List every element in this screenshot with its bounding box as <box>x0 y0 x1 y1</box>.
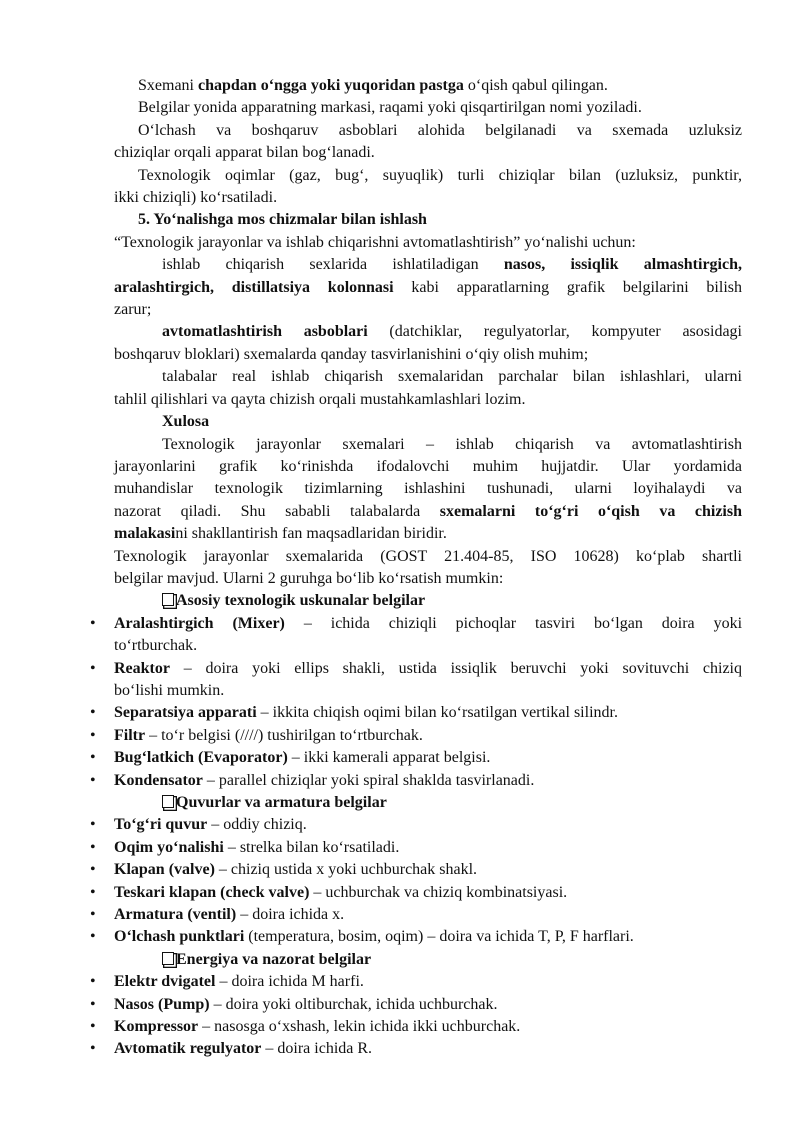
list-item-term: To‘g‘ri quvur <box>114 816 208 834</box>
section-5-item-c-line-2: tahlil qilishlari va qayta chizish orqali mustahkamlashlari lozim. <box>114 390 526 408</box>
list-item-term: Reaktor <box>114 659 170 677</box>
section-5-item-a-line-2: aralashtirgich, distillatsiya kolonnasi kabi apparatlarning grafik belgilarini bilish <box>114 278 742 296</box>
bullet-icon: • <box>90 771 96 789</box>
list-item-term: Oqim yo‘nalishi <box>114 838 224 856</box>
bullet-icon: • <box>90 659 96 677</box>
list-item-continuation: bo‘lishi mumkin. <box>114 681 225 699</box>
bullet-icon: • <box>90 906 96 924</box>
list-item-term: O‘lchash punktlari <box>114 928 245 946</box>
list-item-description: – doira ichida x. <box>236 906 345 924</box>
list-item <box>90 814 742 836</box>
intro-paragraph-3-line-2: chiziqlar orqali apparat bilan bog‘lanadi. <box>114 144 375 162</box>
conclusion-line-1: Texnologik jarayonlar sxemalari – ishlab chiqarish va avtomatlashtirish <box>162 435 742 453</box>
intro-paragraph-4-line-2: ikki chiziqli) ko‘rsatiladi. <box>114 189 278 207</box>
intro-paragraph-1: Sxemani chapdan o‘ngga yoki yuqoridan pastga o‘qish qabul qilingan. <box>138 77 608 94</box>
list-item-description: (temperatura, bosim, oqim) – doira va ichida T, P, F harflari. <box>244 928 634 946</box>
bullet-icon: • <box>90 861 96 879</box>
list-item <box>90 994 742 1016</box>
section-5-item-a-line-1: ishlab chiqarish sexlarida ishlatiladigan nasos, issiqlik almashtirgich, <box>162 256 742 274</box>
list-item-term: Kondensator <box>114 771 203 789</box>
list-item-term: Nasos (Pump) <box>114 995 210 1013</box>
list-item-term: Aralashtirgich (Mixer) <box>114 614 285 632</box>
bullet-icon: • <box>90 749 96 767</box>
document-page <box>90 75 743 1061</box>
list-item-description: – parallel chiziqlar yoki spiral shaklda tasvirlanadi. <box>202 771 535 789</box>
list-item-description: – ichida chiziqli pichoqlar tasviri bo‘lgan doira yoki <box>284 614 743 632</box>
bullet-icon: • <box>90 1018 96 1036</box>
list-item-term: Armatura (ventil) <box>114 906 237 924</box>
list-item-description: – oddiy chiziq. <box>207 816 307 834</box>
bullet-icon: • <box>90 838 96 856</box>
conclusion-heading: Xulosa <box>162 413 210 431</box>
section-5-item-a-line-3: zarur; <box>114 301 152 319</box>
bullet-icon: • <box>90 704 96 722</box>
list-item-term: Avtomatik regulyator <box>114 1040 262 1058</box>
conclusion-line-7: belgilar mavjud. Ularni 2 guruhga bo‘lib ko‘rsatish mumkin: <box>114 569 504 587</box>
list-item-description: – strelka bilan ko‘rsatiladi. <box>223 838 400 856</box>
group-3-list <box>90 971 742 1061</box>
bullet-icon: • <box>90 973 96 991</box>
conclusion-line-5: malakasini shakllantirish fan maqsadlaridan biridir. <box>114 525 447 543</box>
bullet-icon: • <box>90 1040 96 1058</box>
list-item <box>90 725 742 747</box>
bullet-icon: • <box>90 883 96 901</box>
group-2-heading: Quvurlar va armatura belgilar <box>114 792 742 814</box>
list-item-continuation: to‘rtburchak. <box>114 637 198 655</box>
list-item-term: Separatsiya apparati <box>114 704 257 722</box>
group-3-heading: Energiya va nazorat belgilar <box>114 949 742 971</box>
list-item-description: – doira yoki ellips shakli, ustida issiqlik beruvchi yoki sovituvchi chiziq <box>169 659 742 677</box>
intro-paragraph-2: Belgilar yonida apparatning markasi, raqami yoki qisqartirilgan nomi yoziladi. <box>138 99 642 117</box>
checkbox-bullet-icon <box>162 593 174 606</box>
list-item-description: – chiziq ustida x yoki uchburchak shakl. <box>214 861 478 879</box>
list-item <box>90 1038 742 1060</box>
intro-paragraph-4-line-1: Texnologik oqimlar (gaz, bug‘, suyuqlik) turli chiziqlar bilan (uzluksiz, punktir, <box>138 166 742 184</box>
list-item-description: – doira ichida R. <box>261 1040 373 1058</box>
conclusion-line-2: jarayonlarini grafik ko‘rinishda ifodalovchi muhim hujjatdir. Ular yordamida <box>114 457 742 475</box>
bullet-icon: • <box>90 816 96 834</box>
list-item-description: – to‘r belgisi (////) tushirilgan to‘rtburchak. <box>145 726 423 744</box>
bullet-icon: • <box>90 614 96 632</box>
list-item-term: Klapan (valve) <box>114 861 215 879</box>
section-5-lead: “Texnologik jarayonlar va ishlab chiqarishni avtomatlashtirish” yo‘nalishi uchun: <box>114 233 636 251</box>
list-item-term: Kompressor <box>114 1018 199 1036</box>
section-5-item-b-line-2: boshqaruv bloklari) sxemalarda qanday tasvirlanishini o‘qiy olish muhim; <box>114 345 589 363</box>
checkbox-bullet-icon <box>162 952 174 965</box>
list-item <box>90 926 742 948</box>
list-item <box>90 859 742 881</box>
list-item-term: Teskari klapan (check valve) <box>114 883 310 901</box>
section-5-heading: 5. Yo‘nalishga mos chizmalar bilan ishlash <box>138 211 427 229</box>
list-item <box>90 658 742 703</box>
list-item <box>90 971 742 993</box>
list-item-description: – uchburchak va chiziq kombinatsiyasi. <box>309 883 568 901</box>
conclusion-line-6: Texnologik jarayonlar sxemalarida (GOST 21.404-85, ISO 10628) ko‘plab shartli <box>114 547 742 565</box>
list-item-description: – ikkita chiqish oqimi bilan ko‘rsatilgan vertikal silindr. <box>256 704 618 722</box>
section-5-item-c-line-1: talabalar real ishlab chiqarish sxemalaridan parchalar bilan ishlashlari, ularni <box>162 368 742 386</box>
checkbox-bullet-icon <box>162 795 174 808</box>
list-item <box>90 837 742 859</box>
group-1-list <box>90 613 743 792</box>
list-item-term: Filtr <box>114 726 146 744</box>
bullet-icon: • <box>90 995 96 1013</box>
list-item-description: – nasosga o‘xshash, lekin ichida ikki uchburchak. <box>198 1018 521 1036</box>
list-item <box>90 770 742 792</box>
list-item-description: – ikki kamerali apparat belgisi. <box>287 749 491 767</box>
list-item-term: Elektr dvigatel <box>114 973 216 991</box>
list-item <box>90 613 743 658</box>
bullet-icon: • <box>90 726 96 744</box>
list-item-term: Bug‘latkich (Evaporator) <box>114 749 288 767</box>
conclusion-line-4: nazorat qiladi. Shu sababli talabalarda sxemalarni to‘g‘ri o‘qish va chizish <box>114 502 743 520</box>
intro-paragraph-3-line-1: O‘lchash va boshqaruv asboblari alohida belgilanadi va sxemada uzluksiz <box>138 121 742 139</box>
bullet-icon: • <box>90 928 96 946</box>
section-5-item-b-line-1: avtomatlashtirish asboblari (datchiklar, regulyatorlar, kompyuter asosidagi <box>162 323 743 341</box>
list-item <box>90 904 742 926</box>
group-2-list <box>90 814 742 948</box>
list-item <box>90 882 742 904</box>
list-item <box>90 1016 742 1038</box>
list-item <box>90 702 742 724</box>
group-1-heading: Asosiy texnologik uskunalar belgilar <box>114 590 742 612</box>
list-item-description: – doira ichida M harfi. <box>215 973 364 991</box>
list-item-description: – doira yoki oltiburchak, ichida uchburchak. <box>209 995 498 1013</box>
conclusion-line-3: muhandislar texnologik tizimlarning ishlashini tushunadi, ularni loyihalaydi va <box>114 480 742 498</box>
list-item <box>90 747 742 769</box>
